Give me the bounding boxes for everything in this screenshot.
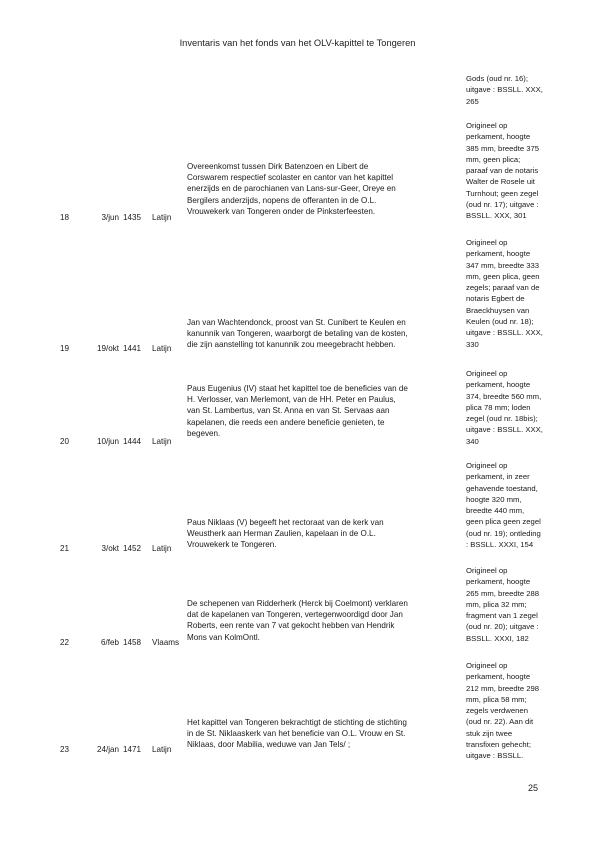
row-notes: Origineel op perkament, hoogte 385 mm, breedte 375 mm, geen plica; paraaf van de notaris Walter de Rosele uit Turnhout; geen zegel (oud nr. 17); uitgave : BSSLL. XXX, 301 xyxy=(466,121,540,221)
row-date: 3/okt xyxy=(101,544,119,553)
row-language: Vlaams xyxy=(152,638,179,647)
row-number: 21 xyxy=(60,544,70,553)
page-header: Inventaris van het fonds van het OLV-kapittel te Tongeren xyxy=(179,38,416,48)
row-number: 22 xyxy=(60,638,70,647)
row-notes: Origineel op perkament, hoogte 265 mm, breedte 288 mm, plica 32 mm; fragment van 1 zegel (oud nr. 20); uitgave : BSSLL. XXXI, 182 xyxy=(466,566,540,643)
row-date: 24/jan xyxy=(96,745,119,754)
row-date: 19/okt xyxy=(96,344,119,353)
row-description: Paus Niklaas (V) begeeft het rectoraat van de kerk van Weustherk aan Herman Zaulien, kapelaan in de O.L. Vrouwekerk te Tongeren. xyxy=(187,518,384,550)
row-number: 20 xyxy=(60,437,70,446)
row-year: 1452 xyxy=(123,544,142,553)
row-date: 3/jun xyxy=(101,213,119,222)
row-date: 10/jun xyxy=(96,437,119,446)
row-description: Paus Eugenius (IV) staat het kapittel toe de beneficies van de H. Verlosser, van Merlemont, van de HH. Peter en Paulus, van St. Lambertus, van St. Anna en van St. Servaas aan kapelanen, die reeds een andere beneficie genieten, te begeven. xyxy=(187,384,408,438)
notes-cell: Gods (oud nr. 16); uitgave : BSSLL. XXX, 265 xyxy=(466,74,543,106)
row-year: 1471 xyxy=(123,745,142,754)
row-language: Latijn xyxy=(152,344,172,353)
row-number: 18 xyxy=(60,213,70,222)
row-description: Het kapittel van Tongeren bekrachtigt de stichting de stichting in de St. Niklaaskerk van het beneficie van O.L. Vrouw en St. Niklaas, door Mabilia, weduwe van Jan Tels/ ; xyxy=(187,718,407,750)
row-year: 1435 xyxy=(123,213,142,222)
page-number: 25 xyxy=(528,783,539,793)
row-language: Latijn xyxy=(152,437,172,446)
row-description: De schepenen van Ridderherk (Herck bij Coelmont) verklaren dat de kapelanen van Tongeren, vertegenwoordigd door Jan Roberts, een rente van 7 vat gekocht hebben van Hendrik Mons van KolmOntl. xyxy=(187,599,408,642)
row-number: 23 xyxy=(60,745,70,754)
row-language: Latijn xyxy=(152,544,172,553)
row-date: 6/feb xyxy=(100,638,119,647)
row-year: 1441 xyxy=(123,344,142,353)
row-notes: Origineel op perkament, hoogte 212 mm, breedte 298 mm, plica 58 mm; zegels verdwenen (oud nr. 22). Aan dit stuk zijn twee transfixen gehecht; uitgave : BSSLL. xyxy=(466,661,540,761)
row-year: 1458 xyxy=(123,638,142,647)
row-notes: Origineel op perkament, in zeer gehavende toestand, hoogte 320 mm, breedte 440 mm, geen plica geen zegel (oud nr. 19); ontleding : BSSLL. XXXI, 154 xyxy=(466,461,541,550)
row-language: Latijn xyxy=(152,213,172,222)
row-language: Latijn xyxy=(152,745,172,754)
row-description: Jan van Wachtendonck, proost van St. Cunibert te Keulen en kanunnik van Tongeren, waarborgt de betaling van de kosten, die zijn aanstelling tot kanunnik zou meegebracht hebben. xyxy=(187,318,408,350)
row-notes: Origineel op perkament, hoogte 347 mm, breedte 333 mm, geen plica, geen zegels; paraaf van de notaris Egbert de Braeckhuysen van Keulen (oud nr. 18); uitgave : BSSLL. XXX, 330 xyxy=(466,238,543,349)
row-year: 1444 xyxy=(123,437,142,446)
row-description: Overeenkomst tussen Dirk Batenzoen en Libert de Corswarem respectief scolaster en cantor van het kapittel enerzijds en de parochianen van Lans-sur-Geer, Oreye en Bergilers anderzijds, nopens de offeranten in de O.L. Vrouwekerk van Tongeren onder de Pinksterfeesten. xyxy=(187,162,396,216)
row-number: 19 xyxy=(60,344,70,353)
row-notes: Origineel op perkament, hoogte 374, breedte 560 mm, plica 78 mm; loden zegel (oud nr. 18bis); uitgave : BSSLL. XXX, 340 xyxy=(466,369,543,446)
